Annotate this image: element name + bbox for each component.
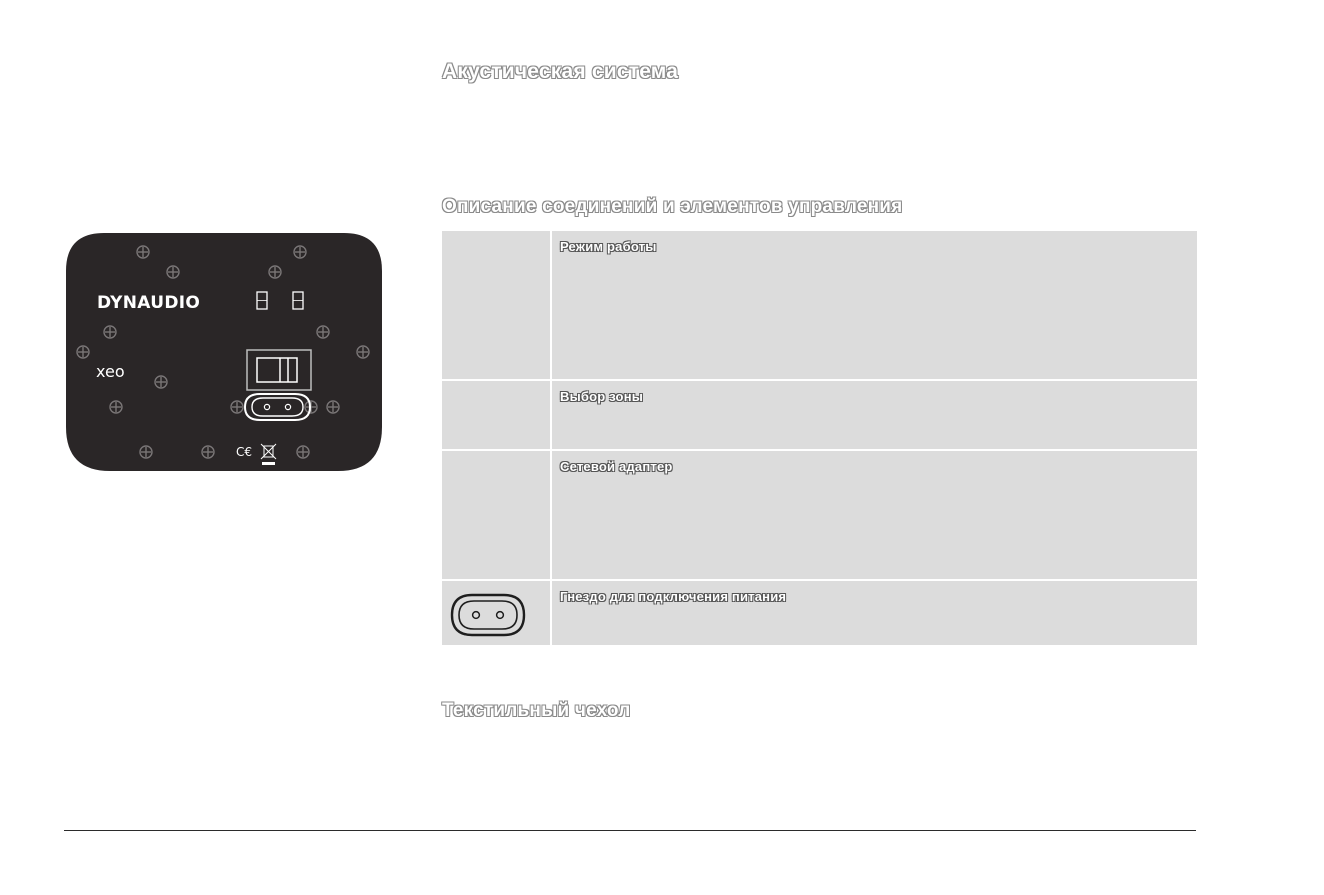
row-text-cell xyxy=(551,450,1197,580)
row-label: Сетевой адаптер xyxy=(560,459,673,474)
row-text-cell xyxy=(551,231,1197,380)
page-title: Акустическая система xyxy=(442,60,679,83)
connections-table xyxy=(442,231,1197,647)
table-row xyxy=(442,580,1197,646)
section-heading-controls: Описание соединений и элементов управления xyxy=(442,196,903,217)
row-icon-cell xyxy=(442,580,551,646)
panel-body xyxy=(66,233,382,471)
row-icon-cell xyxy=(442,380,551,450)
row-text-cell xyxy=(551,380,1197,450)
section-heading-cover: Текстильный чехол xyxy=(442,700,631,721)
model-label: xeo xyxy=(96,362,125,381)
row-label: Выбор зоны xyxy=(560,389,644,404)
row-label: Режим работы xyxy=(560,239,657,254)
speaker-rear-panel xyxy=(64,231,384,473)
row-icon-cell xyxy=(442,231,551,380)
svg-text:C€: C€ xyxy=(236,445,253,459)
table-row xyxy=(442,450,1197,580)
brand-logo: DYNAUDIO xyxy=(97,293,201,313)
ce-mark-icon xyxy=(236,445,252,459)
table-row xyxy=(442,380,1197,450)
table-row xyxy=(442,231,1197,380)
footer-divider xyxy=(64,830,1196,831)
row-icon-cell xyxy=(442,450,551,580)
row-label: Гнездо для подключения питания xyxy=(560,589,787,604)
power-socket-icon xyxy=(450,593,526,637)
row-text-cell xyxy=(551,580,1197,646)
